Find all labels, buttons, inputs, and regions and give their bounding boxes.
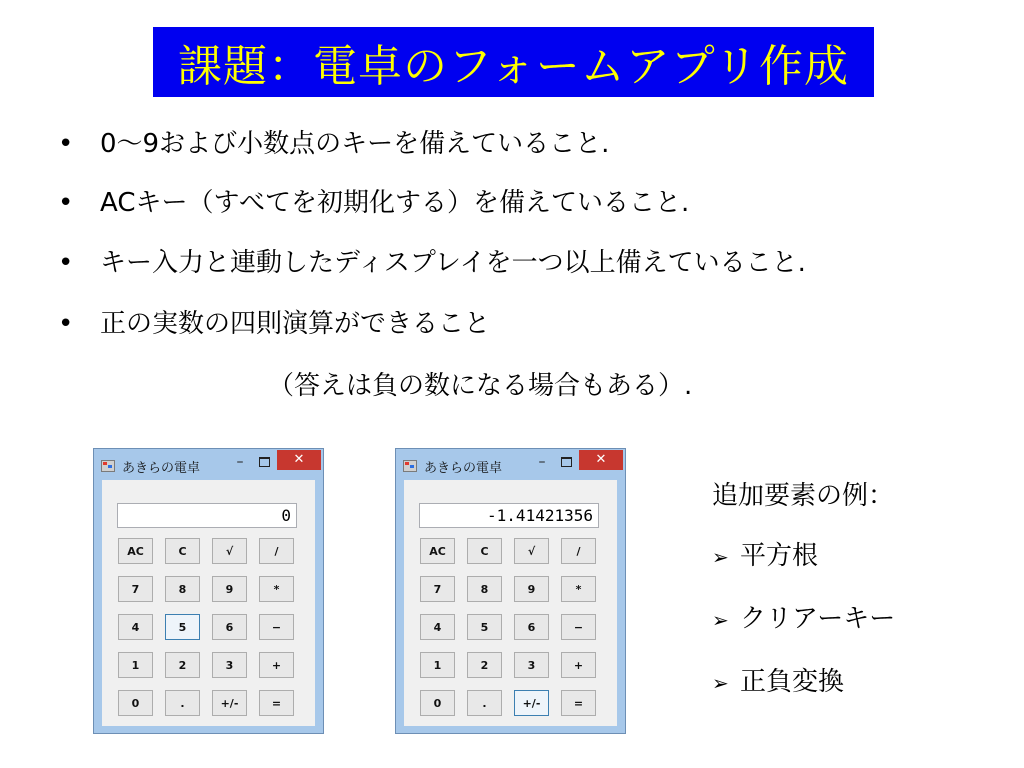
slide-title-box — [153, 27, 874, 97]
extra-element-label: 正負変換 — [740, 667, 845, 697]
calculator-display[interactable]: 0 — [117, 503, 297, 528]
key-7[interactable]: 7 — [420, 576, 455, 602]
window-titlebar[interactable] — [94, 449, 323, 479]
bullet-dot: • — [58, 129, 74, 159]
calculator-window — [395, 448, 626, 734]
maximize-button[interactable] — [254, 451, 274, 473]
maximize-icon — [259, 457, 270, 467]
maximize-button[interactable] — [556, 451, 576, 473]
maximize-icon — [561, 457, 572, 467]
extra-element-item — [712, 601, 895, 638]
key-multiply[interactable]: * — [259, 576, 294, 602]
bullet-dot: • — [58, 188, 74, 218]
key-c[interactable]: C — [467, 538, 502, 564]
key-7[interactable]: 7 — [118, 576, 153, 602]
minimize-button[interactable]: – — [538, 454, 546, 470]
key-3[interactable]: 3 — [514, 652, 549, 678]
slide-title: 課題：電卓のフォームアプリ作成 — [177, 41, 850, 92]
key-4[interactable]: 4 — [420, 614, 455, 640]
window-client-area — [102, 480, 315, 726]
key-multiply[interactable]: * — [561, 576, 596, 602]
key-9[interactable]: 9 — [514, 576, 549, 602]
key-minus[interactable]: − — [561, 614, 596, 640]
extra-element-label: クリアーキー — [740, 604, 896, 634]
key-divide[interactable]: / — [259, 538, 294, 564]
key-8[interactable]: 8 — [165, 576, 200, 602]
key-1[interactable]: 1 — [420, 652, 455, 678]
key-sqrt[interactable]: √ — [514, 538, 549, 564]
key-plus[interactable]: + — [259, 652, 294, 678]
close-button[interactable]: ✕ — [277, 450, 321, 470]
key-decimal[interactable]: . — [467, 690, 502, 716]
calculator-window — [93, 448, 324, 734]
bullet-text: キー入力と連動したディスプレイを一つ以上備えていること. — [100, 248, 806, 278]
key-c[interactable]: C — [165, 538, 200, 564]
key-4[interactable]: 4 — [118, 614, 153, 640]
arrow-bullet-icon: ➢ — [712, 545, 729, 569]
key-equals[interactable]: = — [561, 690, 596, 716]
window-titlebar[interactable] — [396, 449, 625, 479]
extra-elements-heading: 追加要素の例： — [712, 481, 895, 511]
window-title: あきらの電卓 — [424, 461, 503, 476]
key-8[interactable]: 8 — [467, 576, 502, 602]
bullet-dot: • — [58, 309, 74, 339]
bullet-dot: • — [58, 248, 74, 278]
key-2[interactable]: 2 — [467, 652, 502, 678]
key-negate[interactable]: +/- — [212, 690, 247, 716]
key-negate[interactable]: +/- — [514, 690, 549, 716]
key-plus[interactable]: + — [561, 652, 596, 678]
key-9[interactable]: 9 — [212, 576, 247, 602]
calculator-display[interactable]: -1.41421356 — [419, 503, 599, 528]
key-5[interactable]: 5 — [165, 614, 200, 640]
bullet-text: 正の実数の四則演算ができること — [100, 309, 491, 339]
key-sqrt[interactable]: √ — [212, 538, 247, 564]
key-divide[interactable]: / — [561, 538, 596, 564]
key-1[interactable]: 1 — [118, 652, 153, 678]
bullet-text: 0〜9および小数点のキーを備えていること. — [100, 129, 610, 159]
key-minus[interactable]: − — [259, 614, 294, 640]
window-title: あきらの電卓 — [122, 461, 201, 476]
key-6[interactable]: 6 — [514, 614, 549, 640]
arrow-bullet-icon: ➢ — [712, 608, 729, 632]
extra-element-item — [712, 664, 844, 701]
keypad — [420, 538, 608, 718]
key-6[interactable]: 6 — [212, 614, 247, 640]
keypad — [118, 538, 306, 718]
key-decimal[interactable]: . — [165, 690, 200, 716]
close-button[interactable]: ✕ — [579, 450, 623, 470]
minimize-button[interactable]: – — [236, 454, 244, 470]
window-client-area — [404, 480, 617, 726]
key-ac[interactable]: AC — [118, 538, 153, 564]
key-0[interactable]: 0 — [420, 690, 455, 716]
key-2[interactable]: 2 — [165, 652, 200, 678]
arrow-bullet-icon: ➢ — [712, 671, 729, 695]
extra-element-item — [712, 538, 818, 575]
key-ac[interactable]: AC — [420, 538, 455, 564]
key-0[interactable]: 0 — [118, 690, 153, 716]
key-5[interactable]: 5 — [467, 614, 502, 640]
bullet-text: ACキー（すべてを初期化する）を備えていること. — [100, 188, 690, 218]
key-equals[interactable]: = — [259, 690, 294, 716]
app-icon — [101, 460, 115, 472]
extra-element-label: 平方根 — [740, 541, 819, 571]
key-3[interactable]: 3 — [212, 652, 247, 678]
bullet-note: （答えは負の数になる場合もある）. — [268, 371, 693, 401]
app-icon — [403, 460, 417, 472]
